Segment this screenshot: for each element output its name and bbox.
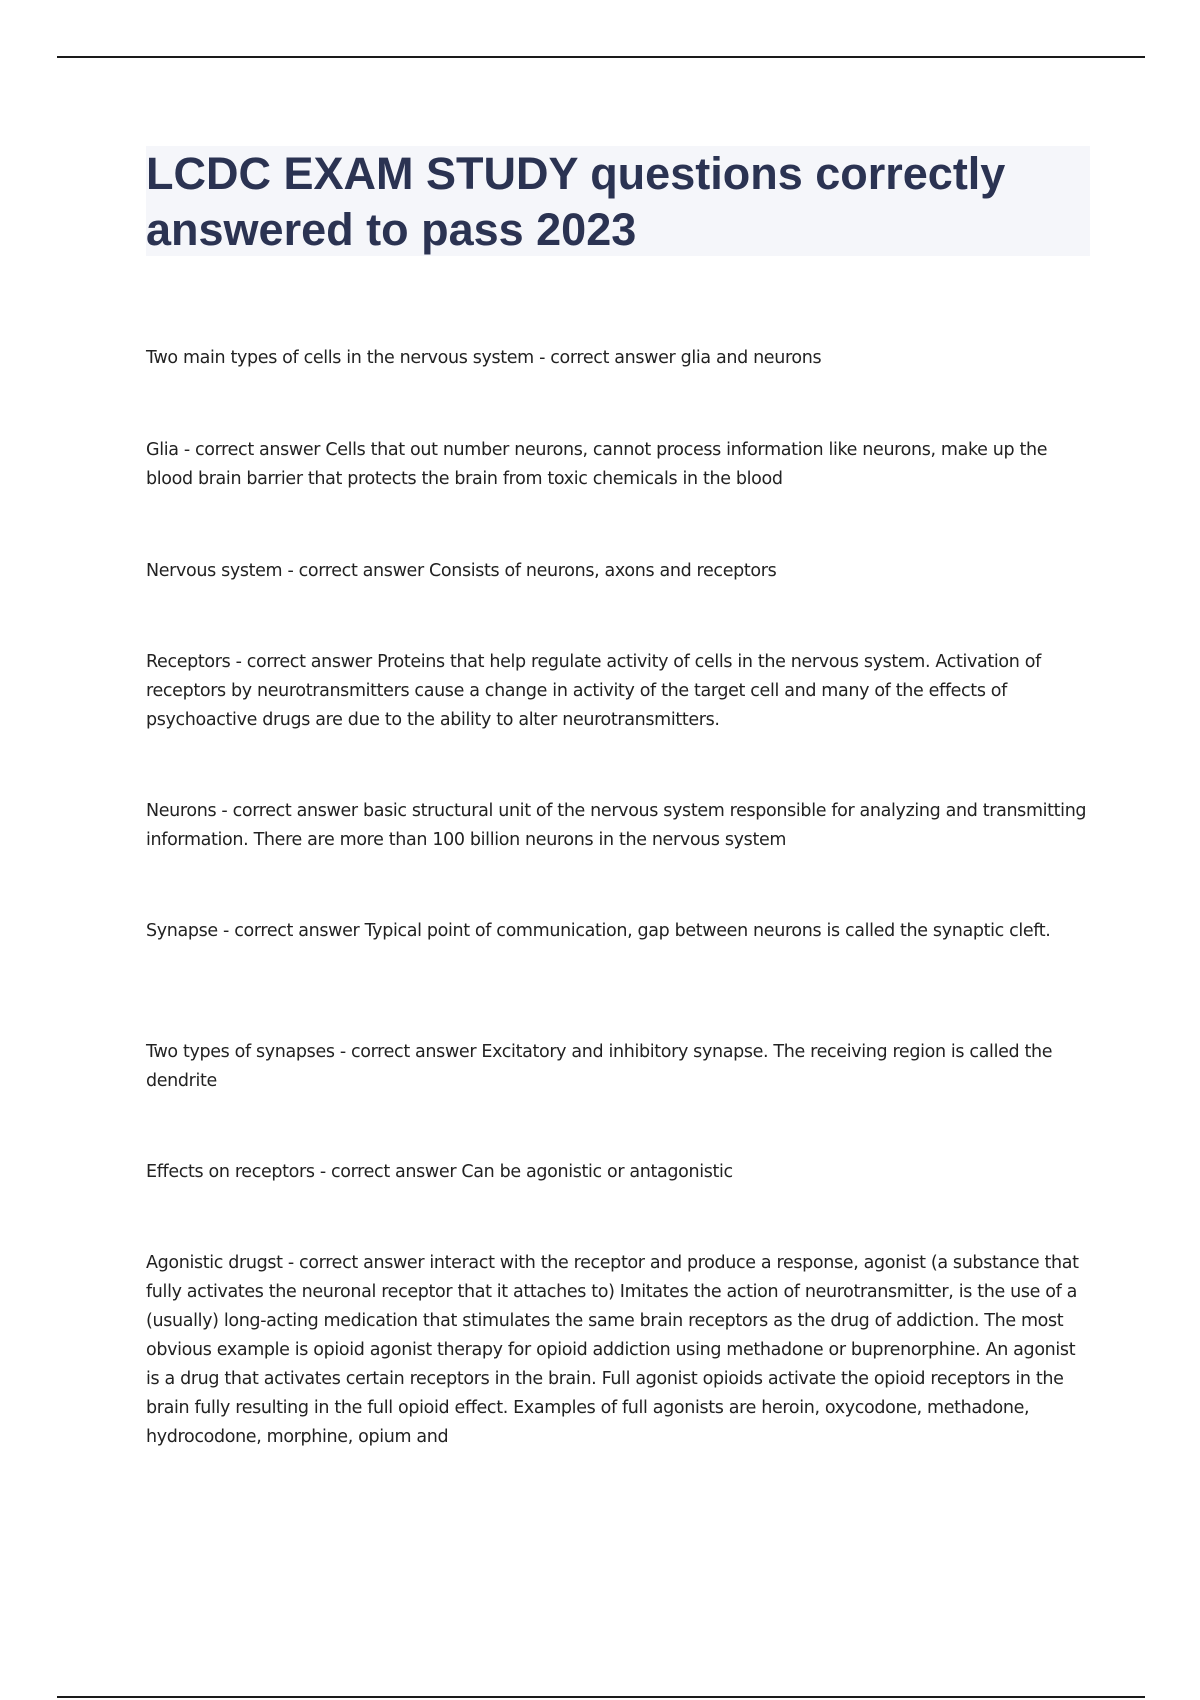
entry-nervous-system: Nervous system - correct answer Consists of neurons, axons and receptors — [146, 561, 777, 581]
entry-synapse-types: Two types of synapses - correct answer Excitatory and inhibitory synapse. The receiving region is called the dendrite — [146, 1042, 1053, 1091]
entry-receptors: Receptors - correct answer Proteins that help regulate activity of cells in the nervous system. Activation of receptors by neurotransmitters cause a change in activity of the target cell and many of the effects of psychoactive drugs are due to the ability to alter neurotransmitters. — [146, 652, 1041, 730]
entry-glia: Glia - correct answer Cells that out number neurons, cannot process information like neurons, make up the blood brain barrier that protects the brain from toxic chemicals in the blood — [146, 440, 1048, 489]
header-rule — [57, 56, 1145, 58]
entry-agonistic-drugs: Agonistic drugst - correct answer interact with the receptor and produce a response, agonist (a substance that fully activates the neuronal receptor that it attaches to) Imitates the action of neurotransmitter, is the use of a (usually) long-acting medication that stimulates the same brain receptors as the drug of addiction. The most obvious example is opioid agonist therapy for opioid addiction using methadone or buprenorphine. An agonist is a drug that activates certain receptors in the brain. Full agonist opioids activate the opioid receptors in the brain fully resulting in the full opioid effect. Examples of full agonists are heroin, oxycodone, methadone, hydrocodone, morphine, opium and — [146, 1253, 1079, 1447]
document-title: LCDC EXAM STUDY questions correctly answered to pass 2023 — [146, 148, 1006, 255]
entry-cell-types: Two main types of cells in the nervous system - correct answer glia and neurons — [146, 348, 822, 368]
entry-synapse: Synapse - correct answer Typical point of communication, gap between neurons is called the synaptic cleft. — [146, 921, 1051, 941]
entry-neurons: Neurons - correct answer basic structural unit of the nervous system responsible for analyzing and transmitting information. There are more than 100 billion neurons in the nervous system — [146, 801, 1087, 850]
entry-receptor-effects: Effects on receptors - correct answer Can be agonistic or antagonistic — [146, 1162, 733, 1182]
footer-rule — [57, 1696, 1145, 1698]
